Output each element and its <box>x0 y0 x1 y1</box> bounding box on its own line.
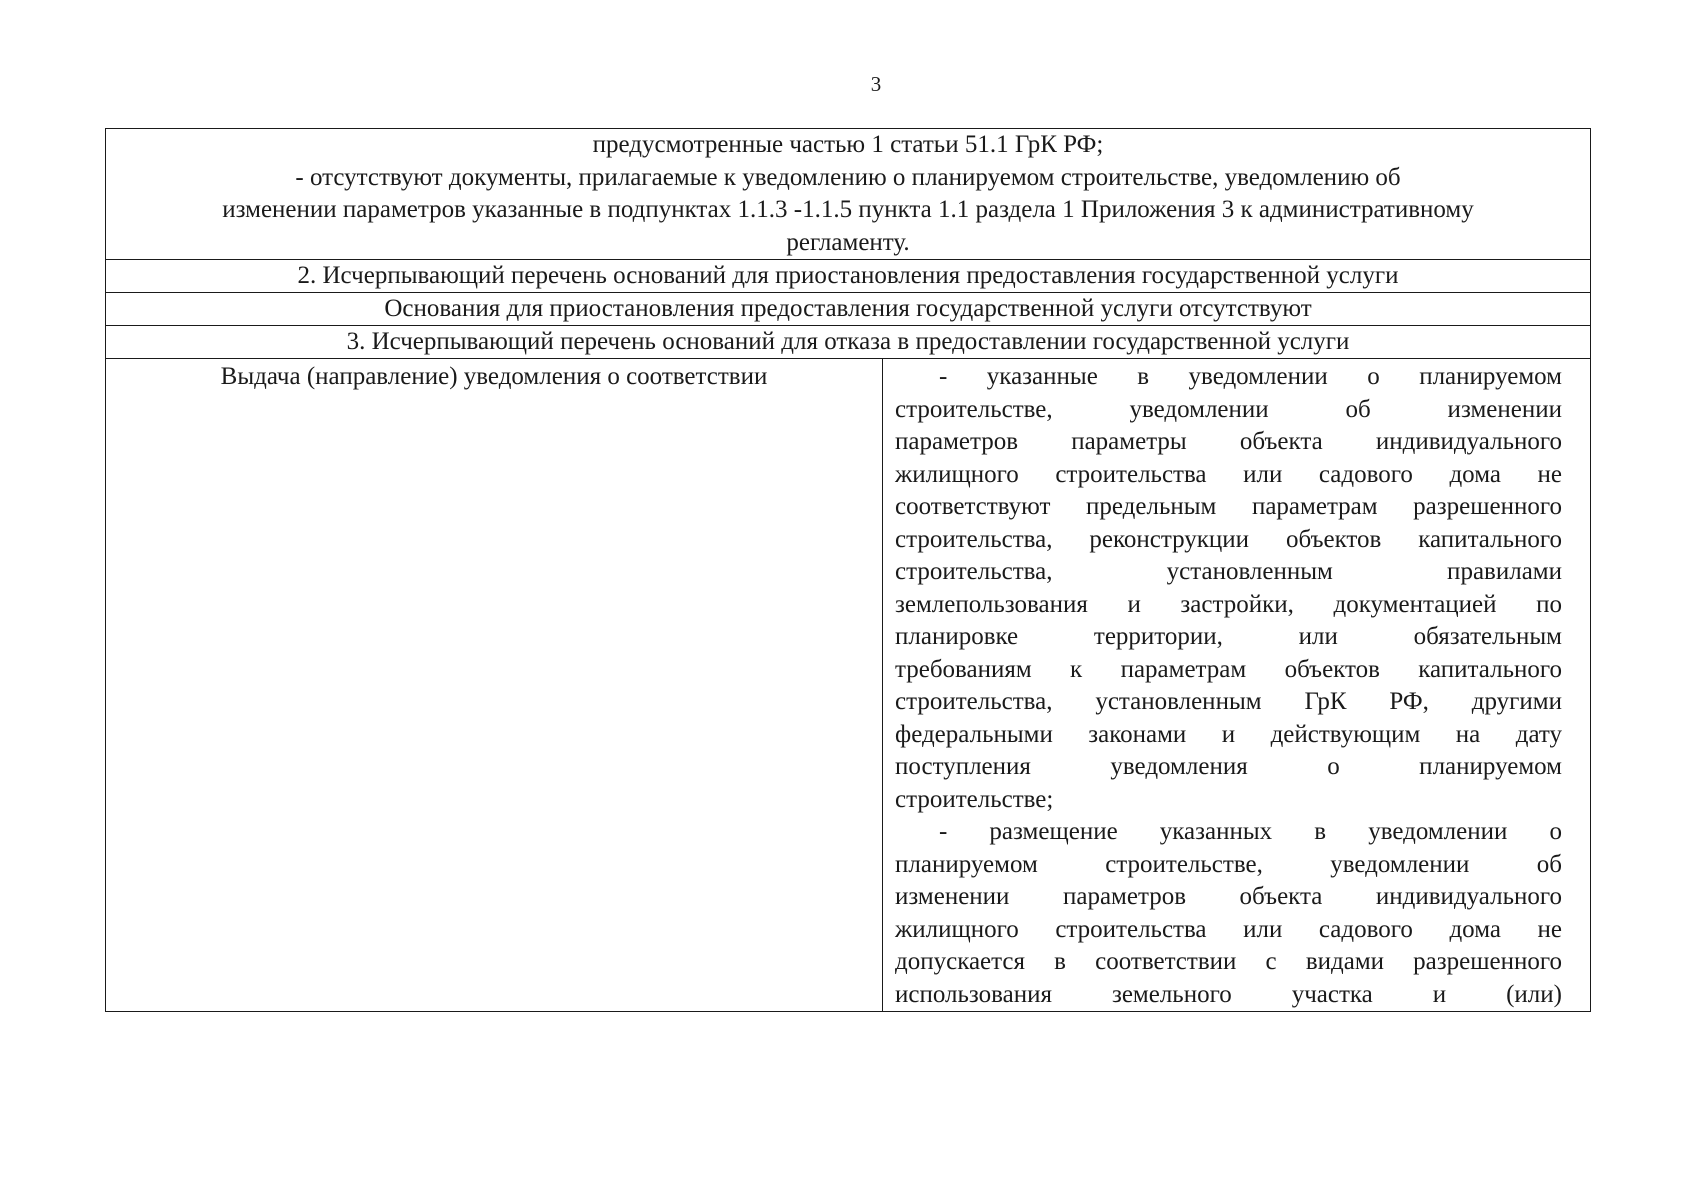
right-cell-lines <box>895 361 1562 1011</box>
right-cell <box>883 359 1591 1012</box>
continuation-line-4: регламенту. <box>786 228 910 256</box>
right-cell-line: планируемом строительстве, уведомлении об <box>895 850 1562 878</box>
document-table <box>105 128 1591 1012</box>
section2-heading: 2. Исчерпывающий перечень оснований для приостановления предоставления государственной услуги <box>106 260 1591 293</box>
right-cell-line: использования земельного участка и (или) <box>895 980 1562 1008</box>
right-cell-line: допускается в соответствии с видами разрешенного <box>895 948 1562 975</box>
section2-text: Основания для приостановления предоставления государственной услуги отсутствуют <box>106 293 1591 326</box>
right-cell-line: - указанные в уведомлении о планируемом <box>939 363 1562 390</box>
continuation-line-3: изменении параметров указанные в подпунктах 1.1.3 -1.1.5 пункта 1.1 раздела 1 Приложения 3 к административному <box>222 196 1474 223</box>
right-cell-line: строительства, установленным правилами <box>895 558 1562 585</box>
left-cell-text: Выдача (направление) уведомления о соответствии <box>220 363 768 390</box>
right-cell-line: землепользования и застройки, документацией по <box>895 590 1562 618</box>
right-cell-line: строительстве, уведомлении об изменении <box>895 395 1562 423</box>
section3-heading: 3. Исчерпывающий перечень оснований для отказа в предоставлении государственной услуги <box>106 326 1591 359</box>
table-row-section2-heading <box>106 260 1591 293</box>
right-cell-line: изменении параметров объекта индивидуального <box>895 883 1562 910</box>
continuation-cell <box>106 129 1591 260</box>
right-cell-line: строительстве; <box>895 785 1054 813</box>
right-cell-line: соответствуют предельным параметрам разрешенного <box>895 493 1562 520</box>
continuation-line-1: предусмотренные частью 1 статьи 51.1 ГрК РФ; <box>592 131 1104 158</box>
right-cell-line: планировке территории, или обязательным <box>895 623 1562 650</box>
right-cell-line: поступления уведомления о планируемом <box>895 753 1562 780</box>
right-cell-line: строительства, реконструкции объектов капитального <box>895 525 1562 553</box>
continuation-line-2: - отсутствуют документы, прилагаемые к уведомлению о планируемом строительстве, уведомлению об <box>295 163 1401 191</box>
right-cell-line: строительства, установленным ГрК РФ, другими <box>895 688 1562 715</box>
right-cell-line: - размещение указанных в уведомлении о <box>939 818 1562 845</box>
table-row-section3-heading <box>106 326 1591 359</box>
table-row-refusal-grounds <box>106 359 1591 1012</box>
left-cell <box>106 359 883 1012</box>
right-cell-line: жилищного строительства или садового дома не <box>895 460 1562 488</box>
right-cell-line: параметров параметры объекта индивидуального <box>895 428 1562 455</box>
page-number: 3 <box>870 72 882 96</box>
table-row-continuation <box>106 129 1591 260</box>
right-cell-line: жилищного строительства или садового дома не <box>895 915 1562 943</box>
right-cell-line: федеральными законами и действующим на дату <box>895 720 1562 748</box>
table-row-section2-text <box>106 293 1591 326</box>
right-cell-line: требованиям к параметрам объектов капитального <box>895 655 1562 683</box>
